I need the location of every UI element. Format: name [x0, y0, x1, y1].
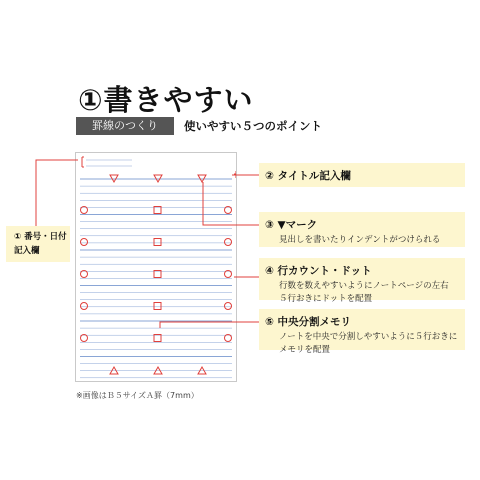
- callout-center-scale-heading: ⑤ 中央分割メモリ: [265, 316, 352, 328]
- section-tag: 罫線のつくり: [76, 117, 174, 135]
- callout-triangle-mark-heading: ③ ▼マーク: [265, 219, 318, 231]
- callout-title-field-heading: ② タイトル記入欄: [265, 170, 351, 182]
- callout-number-date-line2: 記入欄: [14, 246, 40, 256]
- callout-line-count-dots-text-1: 行数を数えやすいようにノートページの左右: [279, 281, 449, 291]
- callout-line-count-dots-text-2: ５行おきにドットを配置: [279, 294, 373, 304]
- callout-center-scale-text-2: メモリを配置: [279, 345, 331, 355]
- section-subtitle: 使いやすい５つのポイント: [184, 119, 322, 133]
- callout-center-scale-text-1: ノートを中央で分割しやすいように５行おきに: [279, 332, 458, 342]
- image-note: ※画像はＢ５サイズＡ罫（7mm）: [76, 391, 199, 400]
- callout-number-date-line1: ① 番号・日付: [14, 232, 67, 242]
- page-title: ①書きやすい: [78, 83, 254, 117]
- callout-line-count-dots-heading: ④ 行カウント・ドット: [265, 265, 372, 277]
- callout-triangle-mark-text: 見出しを書いたりインデントがつけられる: [279, 235, 441, 245]
- connector-triangle-mark: [203, 182, 259, 225]
- connector-center-scale: [160, 322, 259, 328]
- connector-number-date: [36, 160, 78, 226]
